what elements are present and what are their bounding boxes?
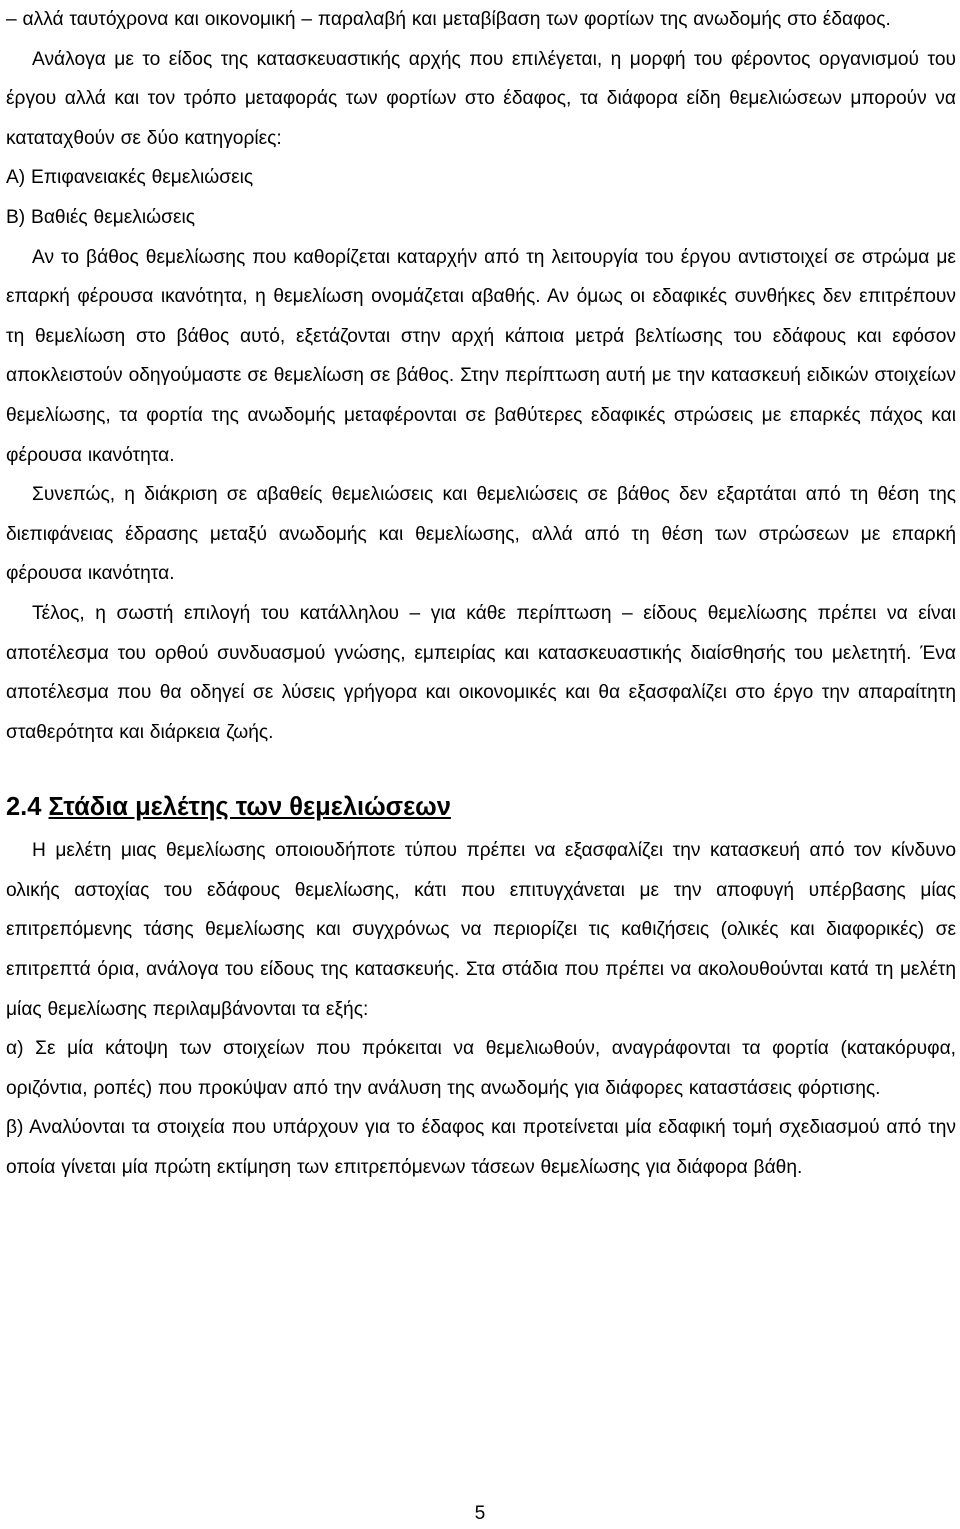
paragraph-foundation-categories: Ανάλογα με το είδος της κατασκευαστικής αρχής που επιλέγεται, η μορφή του φέροντος οργανισμού του έργου αλλά και τον τρόπο μεταφοράς των φορτίων στο έδαφος, τα διάφορα είδη θεμελιώσεων μπορούν να καταταχθούν σε δύο κατηγορίες: — [6, 48, 956, 149]
list-item-b: β) Αναλύονται τα στοιχεία που υπάρχουν για το έδαφος και προτείνεται μία εδαφική τομή σχεδιασμού από την οποία γίνεται μία πρώτη εκτίμηση των επιτρεπόμενων τάσεων θεμελίωσης για διάφορα βάθη. — [6, 1117, 956, 1179]
document-page — [6, 0, 956, 1188]
paragraph-distinction: Συνεπώς, η διάκριση σε αβαθείς θεμελιώσεις και θεμελιώσεις σε βάθος δεν εξαρτάται από τη θέση της διεπιφάνειας έδρασης μεταξύ ανωδομής και θεμελίωσης, αλλά από τη θέση των στρώσεων με επαρκή φέρουσα ικανότητα. — [6, 484, 956, 585]
section-title: Στάδια μελέτης των θεμελιώσεων — [48, 793, 451, 822]
list-item-shallow-foundations: Α) Επιφανειακές θεμελιώσεις — [6, 167, 254, 189]
page-number: 5 — [474, 1503, 486, 1524]
list-item-a: α) Σε μία κάτοψη των στοιχείων που πρόκειται να θεμελιωθούν, αναγράφονται τα φορτία (κατακόρυφα, οριζόντια, ροπές) που προκύψαν από την ανάλυση της ανωδομής για διάφορες καταστάσεις φόρτισης. — [6, 1038, 956, 1099]
paragraph-foundation-depth: Αν το βάθος θεμελίωσης που καθορίζεται καταρχήν από τη λειτουργία του έργου αντιστοιχεί σε στρώμα με επαρκή φέρουσα ικανότητα, η θεμελίωση ονομάζεται αβαθής. Αν όμως οι εδαφικές συνθήκες δεν επιτρέπουν τη θεμελίωση στο βάθος αυτό, εξετάζονται στην αρχή κάποια μετρά βελτίωσης του εδάφους και εφόσον αποκλειστούν οδηγούμαστε σε θεμελίωση σε βάθος. Στην περίπτωση αυτή με την κατασκευή ειδικών στοιχείων θεμελίωσης, τα φορτία της ανωδομής μεταφέρονται σε βαθύτερες εδαφικές στρώσεις με επαρκές πάχος και φέρουσα ικανότητα. — [6, 246, 956, 466]
section-heading — [6, 791, 956, 823]
paragraph-continuation: – αλλά ταυτόχρονα και οικονομική – παραλαβή και μεταβίβαση των φορτίων της ανωδομής στο έδαφος. — [6, 9, 891, 30]
paragraph-conclusion: Τέλος, η σωστή επιλογή του κατάλληλου – για κάθε περίπτωση – είδους θεμελίωσης πρέπει να είναι αποτέλεσμα του ορθού συνδυασμού γνώσης, εμπειρίας και κατασκευαστικής διαίσθησής του μελετητή. Ένα αποτέλεσμα που θα οδηγεί σε λύσεις γρήγορα και οικονομικές και θα εξασφαλίζει στο έργο την απαραίτητη σταθερότητα και διάρκεια ζωής. — [6, 602, 956, 743]
paragraph-study-stages: Η μελέτη μιας θεμελίωσης οποιουδήποτε τύπου πρέπει να εξασφαλίζει την κατασκευή από τον κίνδυνο ολικής αστοχίας του εδάφους θεμελίωσης, κάτι που επιτυγχάνεται με την αποφυγή υπέρβασης μίας επιτρεπόμενης τάσης θεμελίωσης και συγχρόνως να περιορίζει τις καθιζήσεις (ολικές και διαφορικές) σε επιτρεπτά όρια, ανάλογα του είδους της κατασκευής. Στα στάδια που πρέπει να ακολουθούνται κατά τη μελέτη μίας θεμελίωσης περιλαμβάνονται τα εξής: — [6, 840, 956, 1020]
section-number: 2.4 — [6, 793, 42, 822]
list-item-deep-foundations: Β) Βαθιές θεμελιώσεις — [6, 206, 196, 228]
